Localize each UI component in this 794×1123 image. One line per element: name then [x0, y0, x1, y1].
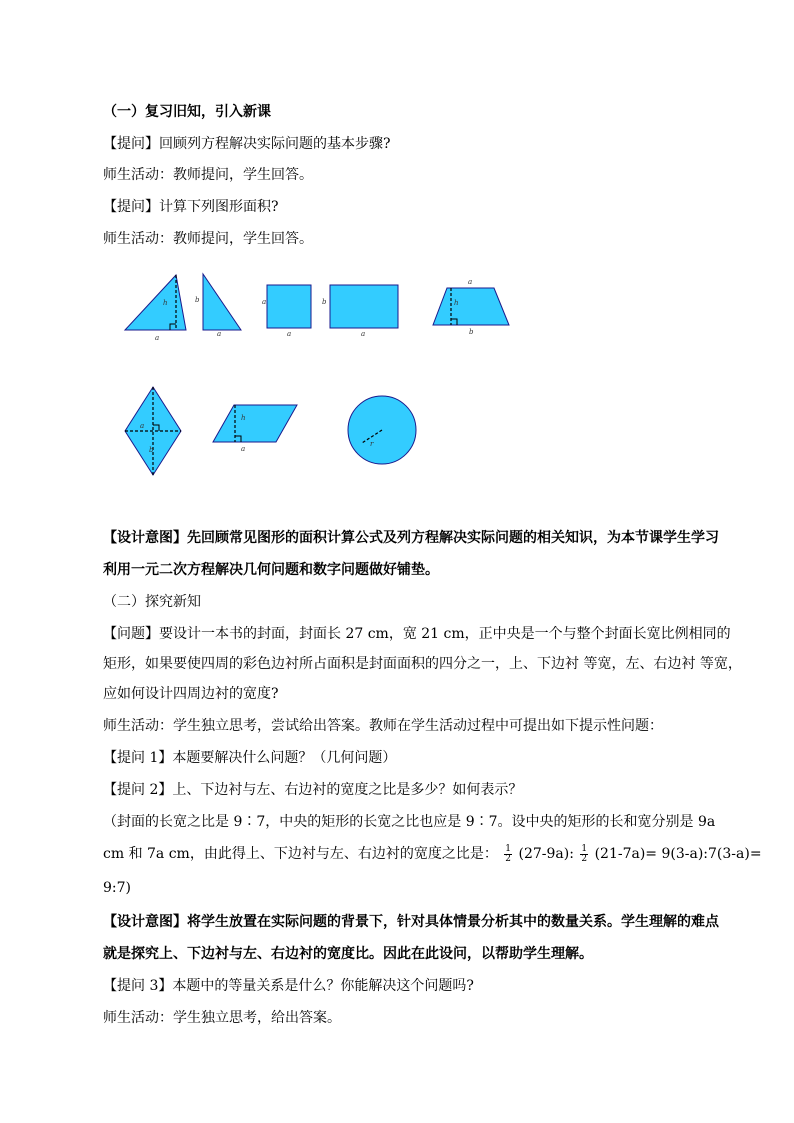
label-b: b — [469, 328, 474, 336]
problem-line1: 【问题】要设计一本书的封面，封面长 27 cm，宽 21 cm，正中央是一个与整个封面长宽比例相同的 — [103, 626, 731, 642]
hint-2: 【提问 2】上、下边衬与左、右边衬的宽度之比是多少？如何表示？ — [103, 782, 523, 798]
label-b: b — [195, 296, 200, 304]
label-h: h — [241, 414, 246, 422]
label-h: h — [454, 299, 459, 307]
problem-line2: 矩形，如果要使四周的彩色边衬所占面积是封面面积的四分之一，上、下边衬 等宽，左、右边衬 等宽， — [103, 656, 742, 672]
label-r: r — [370, 440, 374, 448]
section2-heading: （二）探究新知 — [103, 594, 201, 610]
label-a: a — [217, 330, 222, 338]
rectangle — [322, 285, 398, 338]
triangle-2 — [195, 274, 241, 338]
ratio-line3: 9:7) — [103, 880, 131, 896]
hint-1: 【提问 1】本题要解决什么问题？（几何问题） — [103, 750, 397, 766]
problem-line3: 应如何设计四周边衬的宽度? — [103, 686, 279, 702]
label-b: b — [322, 298, 327, 306]
label-a: a — [361, 330, 366, 338]
activity-4: 师生活动：学生独立思考，给出答案。 — [103, 1010, 341, 1026]
ratio-line2 — [103, 844, 762, 864]
ratio-text-a: cm 和 7a cm，由此得上、下边衬与左、右边衬的宽度之比是： — [103, 846, 498, 862]
label-a: a — [468, 278, 473, 286]
activity-1: 师生活动：教师提问，学生回答。 — [103, 167, 313, 183]
fraction-half: $\frac{1}{2}$ — [505, 843, 512, 864]
activity-3: 师生活动：学生独立思考，尝试给出答案。教师在学生活动过程中可提出如下提示性问题： — [103, 718, 663, 734]
trapezoid — [433, 278, 509, 336]
section1-heading: （一）复习旧知，引入新课 — [103, 104, 271, 120]
geometry-figures — [0, 0, 794, 520]
label-a: a — [155, 334, 160, 342]
ratio-text-b: (27-9a): — [518, 846, 574, 862]
fraction-half: $\frac{1}{2}$ — [581, 843, 588, 864]
question-1: 【提问】回顾列方程解决实际问题的基本步骤? — [103, 136, 391, 152]
design-intent-1-line1: 【设计意图】先回顾常见图形的面积计算公式及列方程解决实际问题的相关知识，为本节课学生学习 — [103, 530, 719, 546]
label-b: b — [149, 446, 154, 454]
question-2: 【提问】计算下列图形面积? — [103, 199, 279, 215]
parallelogram — [213, 405, 297, 453]
label-a: a — [241, 445, 246, 453]
label-a: a — [287, 330, 292, 338]
label-h: h — [163, 299, 168, 307]
triangle-1 — [125, 275, 186, 342]
circle — [348, 396, 416, 464]
label-a: a — [140, 422, 145, 430]
hint-3: 【提问 3】本题中的等量关系是什么？你能解决这个问题吗? — [103, 978, 474, 994]
label-a: a — [262, 298, 267, 306]
design-intent-1-line2: 利用一元二次方程解决几何问题和数字问题做好铺垫。 — [103, 562, 439, 578]
design-intent-2-line1: 【设计意图】将学生放置在实际问题的背景下，针对具体情景分析其中的数量关系。学生理解的难点 — [103, 914, 719, 930]
ratio-line1: （封面的长宽之比是 9∶7，中央的矩形的长宽之比也应是 9∶7。设中央的矩形的长和宽分别是 9a — [103, 814, 716, 830]
design-intent-2-line2: 就是探究上、下边衬与左、右边衬的宽度比。因此在此设问，以帮助学生理解。 — [103, 946, 593, 962]
ratio-text-c: (21-7a)= 9(3-a):7(3-a)= — [594, 846, 762, 862]
rhombus — [125, 387, 181, 475]
square — [262, 285, 311, 338]
activity-2: 师生活动：教师提问，学生回答。 — [103, 231, 313, 247]
